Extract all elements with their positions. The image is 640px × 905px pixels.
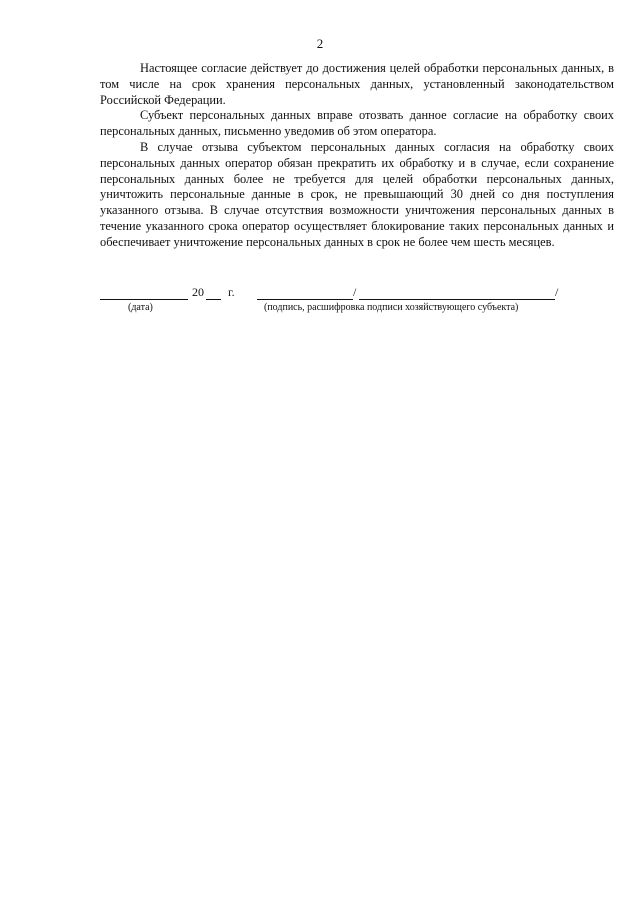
date-day-month-line: [100, 287, 188, 300]
paragraph-revocation-right: Субъект персональных данных вправе отозвать данное согласие на обработку своих персональных данных, письменно уведомив об этом оператора.: [100, 108, 614, 139]
signature-line: [257, 287, 353, 300]
signature-decoding-line: [359, 287, 555, 300]
signature-slash-1: /: [353, 285, 357, 299]
year-prefix: 20: [192, 285, 204, 299]
year-suffix: г.: [228, 285, 235, 299]
signature-slash-2: /: [555, 285, 559, 299]
date-year-line: [206, 287, 221, 300]
date-caption: (дата): [128, 302, 153, 313]
paragraph-revocation-consequences: В случае отзыва субъектом персональных данных согласия на обработку своих персональных данных оператор обязан прекратить их обработку и в случае, если сохранение персональных данных более не требуется для целей обработки персональных данных, уничтожить персональные данные в срок, не превышающий 30 дней со дня поступления указанного отзыва. В случае отсутствия возможности уничтожения персональных данных в течение указанного срока оператор осуществляет блокирование таких персональных данных и обеспечивает уничтожение персональных данных в срок не более чем шесть месяцев.: [100, 139, 614, 249]
paragraph-validity: Настоящее согласие действует до достижения целей обработки персональных данных, в том числе на срок хранения персональных данных, установленный законодательством Российской Федерации.: [100, 61, 614, 107]
signature-block: [100, 287, 620, 317]
consent-text: [100, 61, 614, 251]
page-number: 2: [316, 36, 324, 51]
signature-caption: (подпись, расшифровка подписи хозяйствующего субъекта): [264, 302, 519, 313]
